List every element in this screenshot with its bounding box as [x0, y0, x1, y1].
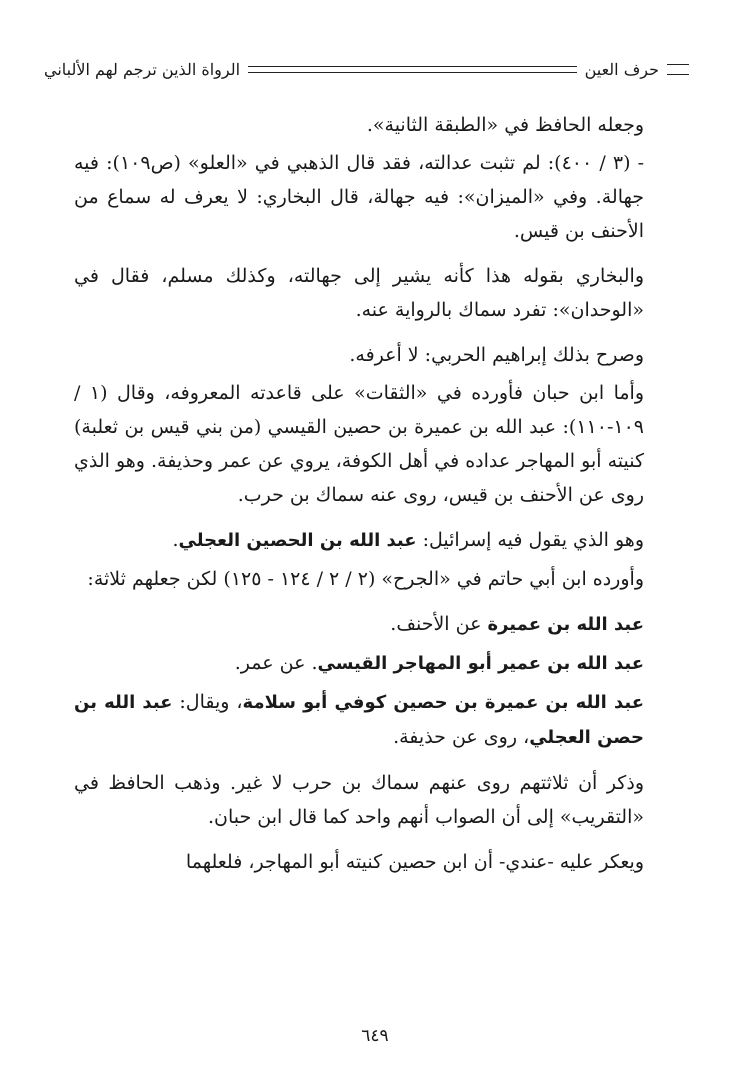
paragraph	[74, 146, 644, 248]
text-run: وهو الذي يقول فيه إسرائيل:	[416, 529, 644, 551]
paragraph	[74, 338, 644, 372]
paragraph	[74, 562, 644, 596]
text-run: وذكر أن ثلاثتهم روى عنهم سماك بن حرب لا غير. وذهب الحافظ في «التقريب» إلى أن الصواب أنهم واحد كما قال ابن حبان.	[74, 772, 644, 828]
narrator-name: عبد الله بن حصن العجلي	[74, 692, 644, 748]
book-title: الرواة الذين ترجم لهم الألباني	[44, 59, 241, 79]
narrator-name: عبد الله بن عميرة بن حصين كوفي أبو سلامة	[242, 692, 645, 713]
text-run: ، ويقال:	[172, 691, 243, 713]
header-rule	[248, 66, 577, 73]
paragraph	[74, 108, 644, 142]
text-run: والبخاري بقوله هذا كأنه يشير إلى جهالته، وكذلك مسلم، فقال في «الوحدان»: تفرد سماك بالرواية عنه.	[74, 265, 644, 321]
page-number: ٦٤٩	[361, 1026, 389, 1046]
text-run: - (٣ / ٤٠٠): لم تثبت عدالته، فقد قال الذهبي في «العلو» (ص١٠٩): فيه جهالة. وفي «الميزان»: فيه جهالة، قال البخاري: لا يعرف له سماع من الأحنف بن قيس.	[74, 152, 645, 242]
paragraph	[74, 259, 644, 327]
paragraph	[74, 607, 644, 642]
text-run: .	[172, 529, 179, 551]
paragraph	[74, 646, 644, 681]
paragraph	[74, 376, 644, 512]
text-run: وصرح بذلك إبراهيم الحربي: لا أعرفه.	[349, 344, 644, 366]
paragraph	[74, 685, 644, 755]
paragraph	[74, 523, 644, 558]
narrator-name: عبد الله بن الحصين العجلي	[178, 530, 417, 551]
narrator-name: عبد الله بن عمير أبو المهاجر القيسي	[317, 653, 644, 674]
text-run: وجعله الحافظ في «الطبقة الثانية».	[366, 114, 644, 136]
paragraph	[74, 766, 644, 834]
narrator-name: عبد الله بن عميرة	[487, 614, 644, 635]
text-run: ، روى عن حذيفة.	[393, 726, 530, 748]
chapter-title: حرف العين	[584, 59, 659, 79]
header-ornament	[667, 64, 689, 75]
text-run: وأورده ابن أبي حاتم في «الجرح» (٢ / ٢ / ١٢٤ - ١٢٥) لكن جعلهم ثلاثة:	[87, 568, 644, 590]
body-text	[74, 108, 644, 890]
text-run: ويعكر عليه -عندي- أن ابن حصين كنيته أبو المهاجر، فلعلهما	[185, 851, 644, 873]
paragraph	[74, 845, 644, 879]
text-run: عن الأحنف.	[390, 613, 488, 635]
text-run: . عن عمر.	[234, 652, 318, 674]
text-run: وأما ابن حبان فأورده في «الثقات» على قاعدته المعروفه، وقال (١ / ١٠٩-١١٠): عبد الله بن عميرة بن حصين القيسي (من بني قيس بن ثعلبة) كنيته أبو المهاجر عداده في أهل الكوفة، يروي عن عمر وحذيفة. وهو الذي روى عن الأحنف بن قيس، روى عنه سماك بن حرب.	[74, 382, 644, 506]
running-header	[44, 56, 689, 82]
